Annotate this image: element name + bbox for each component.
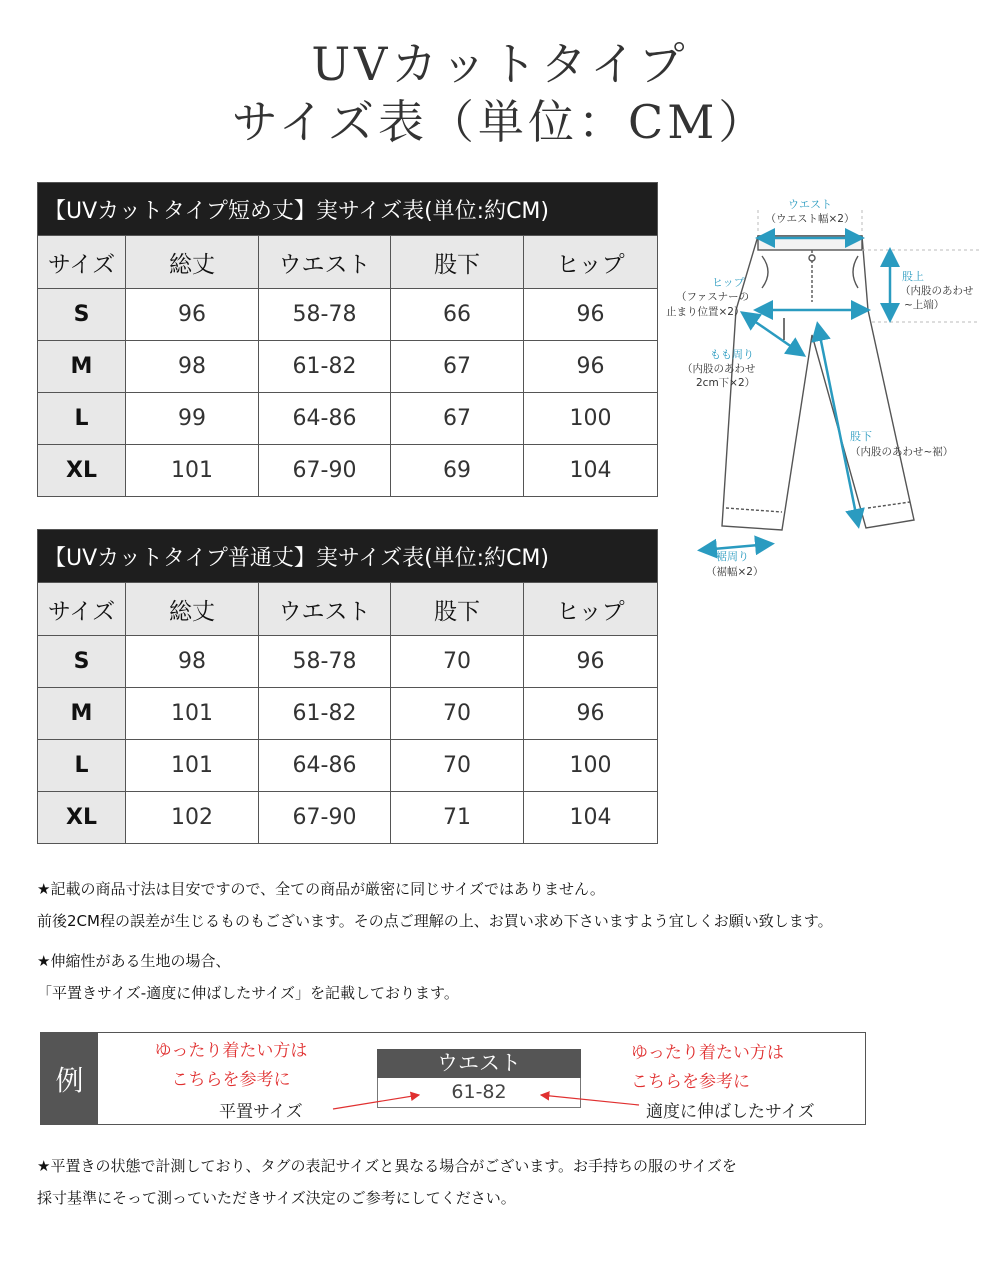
- note-text: ★伸縮性がある生地の場合、: [37, 952, 231, 970]
- hip-cell: 96: [524, 341, 658, 393]
- label-waist: ウエスト: [788, 198, 832, 211]
- left-hint-line2: こちらを参考に: [171, 1070, 291, 1090]
- col-header-hip: ヒップ: [524, 583, 658, 636]
- col-header-length: 総丈: [126, 236, 259, 289]
- size-cell: M: [38, 341, 126, 393]
- size-cell: S: [38, 289, 126, 341]
- right-hint-line1: ゆったり着たい方は: [631, 1043, 784, 1063]
- label-hip-sub2: 止まり位置×2）: [666, 306, 745, 318]
- table-row: [38, 393, 658, 445]
- label-hip: ヒップ: [712, 276, 745, 289]
- hip-cell: 96: [524, 289, 658, 341]
- example-box-value: 61-82: [377, 1078, 581, 1108]
- note-block-2: [37, 945, 459, 1009]
- col-header-size: サイズ: [38, 583, 126, 636]
- note-text: 前後2CM程の誤差が生じるものもございます。その点ご理解の上、お買い求め下さいますよう宜しくお願い致します。: [37, 912, 833, 930]
- col-header-size: サイズ: [38, 236, 126, 289]
- table-row: [38, 688, 658, 740]
- note-text: 「平置きサイズ-適度に伸ばしたサイズ」を記載しております。: [37, 984, 459, 1002]
- table-caption: 【UVカットタイプ普通丈】実サイズ表(単位:約CM): [38, 530, 658, 583]
- label-thigh: もも周り: [710, 348, 754, 361]
- waist-cell: 67-90: [259, 445, 391, 497]
- label-inseam: 股下: [850, 430, 872, 443]
- table-caption: 【UVカットタイプ短め丈】実サイズ表(単位:約CM): [38, 183, 658, 236]
- size-cell: XL: [38, 792, 126, 844]
- right-hint-line2: こちらを参考に: [631, 1072, 750, 1092]
- label-hem: 裾周り: [716, 550, 749, 563]
- example-label: 例: [41, 1033, 98, 1124]
- hip-cell: 96: [524, 688, 658, 740]
- table-row: [38, 341, 658, 393]
- inseam-cell: 70: [391, 636, 524, 688]
- label-rise: 股上: [902, 270, 924, 283]
- waist-cell: 58-78: [259, 289, 391, 341]
- length-cell: 99: [126, 393, 259, 445]
- length-cell: 98: [126, 636, 259, 688]
- example-box-header: ウエスト: [377, 1049, 581, 1078]
- note-text: ★平置きの状態で計測しており、タグの表記サイズと異なる場合がございます。お手持ちの服のサイズを: [37, 1157, 737, 1175]
- col-header-hip: ヒップ: [524, 236, 658, 289]
- length-cell: 96: [126, 289, 259, 341]
- size-cell: L: [38, 740, 126, 792]
- label-thigh-sub1: （内股のあわせ: [682, 363, 756, 375]
- inseam-cell: 66: [391, 289, 524, 341]
- example-arrows: [41, 1033, 867, 1126]
- page-title: UVカットタイプ: [311, 37, 689, 91]
- col-header-length: 総丈: [126, 583, 259, 636]
- length-cell: 102: [126, 792, 259, 844]
- example-box: [40, 1032, 866, 1125]
- label-hem-sub: （裾幅×2）: [706, 566, 764, 578]
- size-table-normal: [37, 529, 658, 844]
- label-inseam-sub: （内股のあわせ~裾）: [850, 446, 954, 458]
- hip-cell: 104: [524, 445, 658, 497]
- label-hip-sub1: （ファスナーの: [676, 291, 750, 303]
- inseam-cell: 70: [391, 740, 524, 792]
- pants-diagram: [662, 190, 992, 590]
- hip-cell: 100: [524, 740, 658, 792]
- col-header-waist: ウエスト: [259, 236, 391, 289]
- label-rise-sub1: （内股のあわせ: [900, 285, 974, 297]
- inseam-cell: 67: [391, 393, 524, 445]
- table-row: [38, 792, 658, 844]
- label-waist-sub: （ウエスト幅×2）: [765, 213, 855, 225]
- waist-cell: 58-78: [259, 636, 391, 688]
- hip-cell: 104: [524, 792, 658, 844]
- size-cell: L: [38, 393, 126, 445]
- col-header-inseam: 股下: [391, 236, 524, 289]
- length-cell: 101: [126, 688, 259, 740]
- size-cell: XL: [38, 445, 126, 497]
- note-block-1: [37, 873, 833, 937]
- waist-cell: 61-82: [259, 688, 391, 740]
- inseam-cell: 69: [391, 445, 524, 497]
- stretched-size-label: 適度に伸ばしたサイズ: [646, 1102, 815, 1122]
- note-text: 採寸基準にそって測っていただきサイズ決定のご参考にしてください。: [37, 1189, 516, 1207]
- waist-cell: 64-86: [259, 393, 391, 445]
- waist-cell: 64-86: [259, 740, 391, 792]
- col-header-waist: ウエスト: [259, 583, 391, 636]
- label-rise-sub2: ~上端）: [904, 299, 945, 311]
- waist-cell: 61-82: [259, 341, 391, 393]
- size-table-short: [37, 182, 658, 497]
- length-cell: 101: [126, 740, 259, 792]
- hip-cell: 100: [524, 393, 658, 445]
- table-row: [38, 636, 658, 688]
- left-hint-line1: ゆったり着たい方は: [154, 1041, 308, 1061]
- table-row: [38, 445, 658, 497]
- inseam-cell: 70: [391, 688, 524, 740]
- table-row: [38, 740, 658, 792]
- size-cell: M: [38, 688, 126, 740]
- inseam-cell: 71: [391, 792, 524, 844]
- note-text: ★記載の商品寸法は目安ですので、全ての商品が厳密に同じサイズではありません。: [37, 880, 605, 898]
- flat-size-label: 平置サイズ: [219, 1102, 303, 1122]
- length-cell: 98: [126, 341, 259, 393]
- length-cell: 101: [126, 445, 259, 497]
- page-subtitle: サイズ表（単位：CM）: [231, 95, 769, 149]
- note-block-3: [37, 1150, 737, 1214]
- waist-cell: 67-90: [259, 792, 391, 844]
- size-cell: S: [38, 636, 126, 688]
- hip-cell: 96: [524, 636, 658, 688]
- inseam-cell: 67: [391, 341, 524, 393]
- table-row: [38, 289, 658, 341]
- col-header-inseam: 股下: [391, 583, 524, 636]
- label-thigh-sub2: 2cm下×2）: [696, 377, 756, 389]
